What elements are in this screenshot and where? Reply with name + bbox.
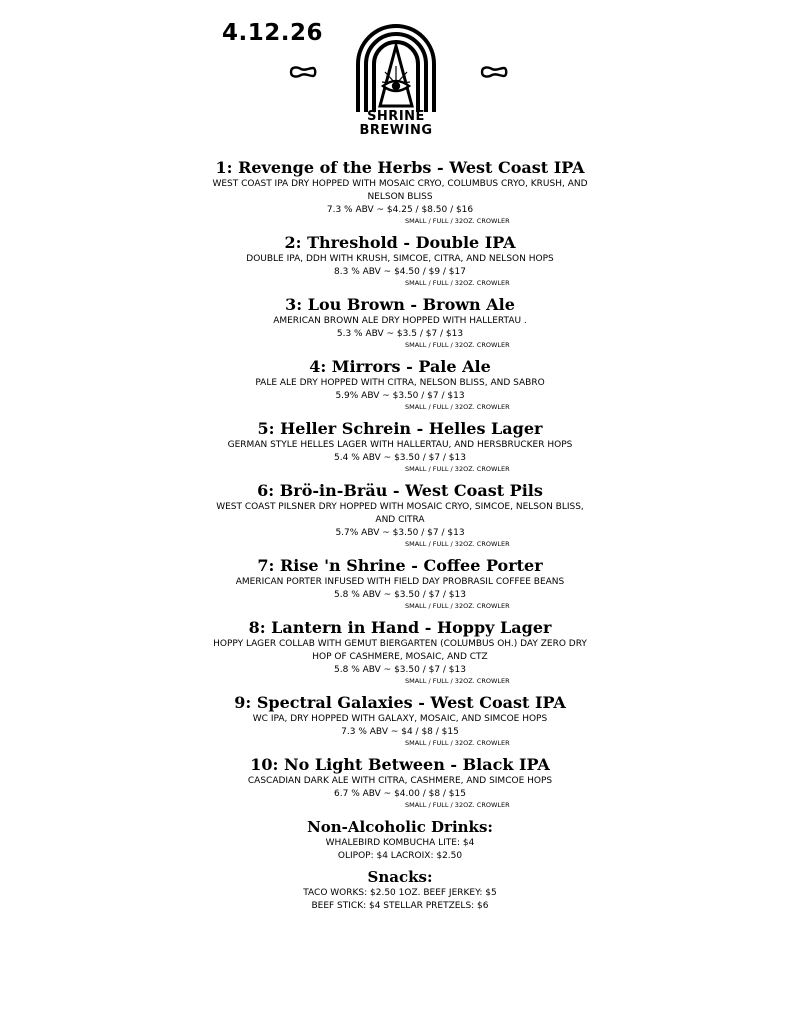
- snacks-title: Snacks:: [367, 868, 433, 886]
- beer-item-2: [195, 233, 605, 288]
- beer-item-3: [195, 295, 605, 350]
- beer-description: WEST COAST PILSNER DRY HOPPED WITH MOSAIC CRYO, SIMCOE, NELSON BLISS, AND CITRA: [216, 502, 584, 525]
- beer-title: 2: Threshold - Double IPA: [284, 233, 516, 252]
- beer-item-6: [195, 481, 605, 549]
- beer-price: 5.7% ABV ~ $3.50 / $7 / $13: [335, 528, 465, 538]
- beer-sizes: SMALL / FULL / 32OZ. CROWLER: [405, 279, 510, 287]
- beer-title: 1: Revenge of the Herbs - West Coast IPA: [215, 158, 585, 177]
- beer-item-1: [195, 158, 605, 226]
- beer-item-8: [195, 618, 605, 686]
- beer-description: GERMAN STYLE HELLES LAGER WITH HALLERTAU, AND HERSBRUCKER HOPS: [227, 440, 573, 450]
- beer-menu: [195, 158, 605, 913]
- beer-sizes: SMALL / FULL / 32OZ. CROWLER: [405, 465, 510, 473]
- beer-description: CASCADIAN DARK ALE WITH CITRA, CASHMERE, AND SIMCOE HOPS: [247, 776, 553, 786]
- beer-sizes: SMALL / FULL / 32OZ. CROWLER: [405, 341, 510, 349]
- beer-title: 8: Lantern in Hand - Hoppy Lager: [248, 618, 552, 637]
- non-alcoholic-line: OLIPOP: $4 LACROIX: $2.50: [337, 851, 463, 861]
- beer-title: 4: Mirrors - Pale Ale: [309, 357, 491, 376]
- beer-title: 9: Spectral Galaxies - West Coast IPA: [234, 693, 566, 712]
- beer-price: 7.3 % ABV ~ $4 / $8 / $15: [341, 727, 459, 737]
- logo-line1: SHRINE: [367, 109, 425, 124]
- beer-description: DOUBLE IPA, DDH WITH KRUSH, SIMCOE, CITRA, AND NELSON HOPS: [246, 254, 554, 264]
- beer-title: 6: Brö-in-Bräu - West Coast Pils: [257, 481, 543, 500]
- beer-description: HOPPY LAGER COLLAB WITH GEMUT BIERGARTEN (COLUMBUS OH.) DAY ZERO DRY HOP OF CASHMERE, MOSAIC, AND CTZ: [213, 639, 587, 662]
- non-alcoholic-line: WHALEBIRD KOMBUCHA LITE: $4: [325, 838, 475, 848]
- beer-description: AMERICAN PORTER INFUSED WITH FIELD DAY PROBRASIL COFFEE BEANS: [235, 577, 565, 587]
- beer-item-9: [195, 693, 605, 748]
- beer-sizes: SMALL / FULL / 32OZ. CROWLER: [405, 403, 510, 411]
- snacks-section: [195, 867, 605, 913]
- logo-line2: BREWING: [359, 123, 433, 138]
- beer-description: WEST COAST IPA DRY HOPPED WITH MOSAIC CRYO, COLUMBUS CRYO, KRUSH, AND NELSON BLISS: [212, 179, 588, 202]
- ornament-left: [287, 64, 317, 80]
- beer-sizes: SMALL / FULL / 32OZ. CROWLER: [405, 540, 510, 548]
- beer-sizes: SMALL / FULL / 32OZ. CROWLER: [405, 217, 510, 225]
- beer-description: WC IPA, DRY HOPPED WITH GALAXY, MOSAIC, AND SIMCOE HOPS: [252, 714, 548, 724]
- beer-item-4: [195, 357, 605, 412]
- beer-price: 7.3 % ABV ~ $4.25 / $8.50 / $16: [326, 205, 474, 215]
- beer-price: 5.9% ABV ~ $3.50 / $7 / $13: [335, 391, 465, 401]
- snacks-line: TACO WORKS: $2.50 1OZ. BEEF JERKEY: $5: [303, 888, 497, 898]
- arch-eye-icon: [352, 24, 440, 112]
- beer-price: 6.7 % ABV ~ $4.00 / $8 / $15: [334, 789, 466, 799]
- beer-sizes: SMALL / FULL / 32OZ. CROWLER: [405, 801, 510, 809]
- beer-price: 8.3 % ABV ~ $4.50 / $9 / $17: [334, 267, 466, 277]
- beer-item-10: [195, 755, 605, 810]
- menu-date: 4.12.26: [222, 20, 323, 46]
- beer-sizes: SMALL / FULL / 32OZ. CROWLER: [405, 677, 510, 685]
- beer-description: AMERICAN BROWN ALE DRY HOPPED WITH HALLERTAU .: [273, 316, 527, 326]
- non-alcoholic-section: [195, 817, 605, 863]
- beer-price: 5.4 % ABV ~ $3.50 / $7 / $13: [334, 453, 466, 463]
- beer-title: 3: Lou Brown - Brown Ale: [285, 295, 515, 314]
- beer-title: 5: Heller Schrein - Helles Lager: [257, 419, 543, 438]
- ornament-right: [478, 64, 508, 80]
- non-alcoholic-title: Non-Alcoholic Drinks:: [307, 818, 493, 836]
- snacks-line: BEEF STICK: $4 STELLAR PRETZELS: $6: [311, 901, 489, 911]
- beer-price: 5.3 % ABV ~ $3.5 / $7 / $13: [336, 329, 464, 339]
- beer-title: 7: Rise 'n Shrine - Coffee Porter: [257, 556, 543, 575]
- beer-price: 5.8 % ABV ~ $3.50 / $7 / $13: [334, 665, 466, 675]
- beer-sizes: SMALL / FULL / 32OZ. CROWLER: [405, 739, 510, 747]
- beer-sizes: SMALL / FULL / 32OZ. CROWLER: [405, 602, 510, 610]
- beer-item-7: [195, 556, 605, 611]
- beer-item-5: [195, 419, 605, 474]
- beer-title: 10: No Light Between - Black IPA: [250, 755, 550, 774]
- beer-price: 5.8 % ABV ~ $3.50 / $7 / $13: [334, 590, 466, 600]
- beer-description: PALE ALE DRY HOPPED WITH CITRA, NELSON BLISS, AND SABRO: [255, 378, 545, 388]
- shrine-brewing-logo: [352, 24, 440, 144]
